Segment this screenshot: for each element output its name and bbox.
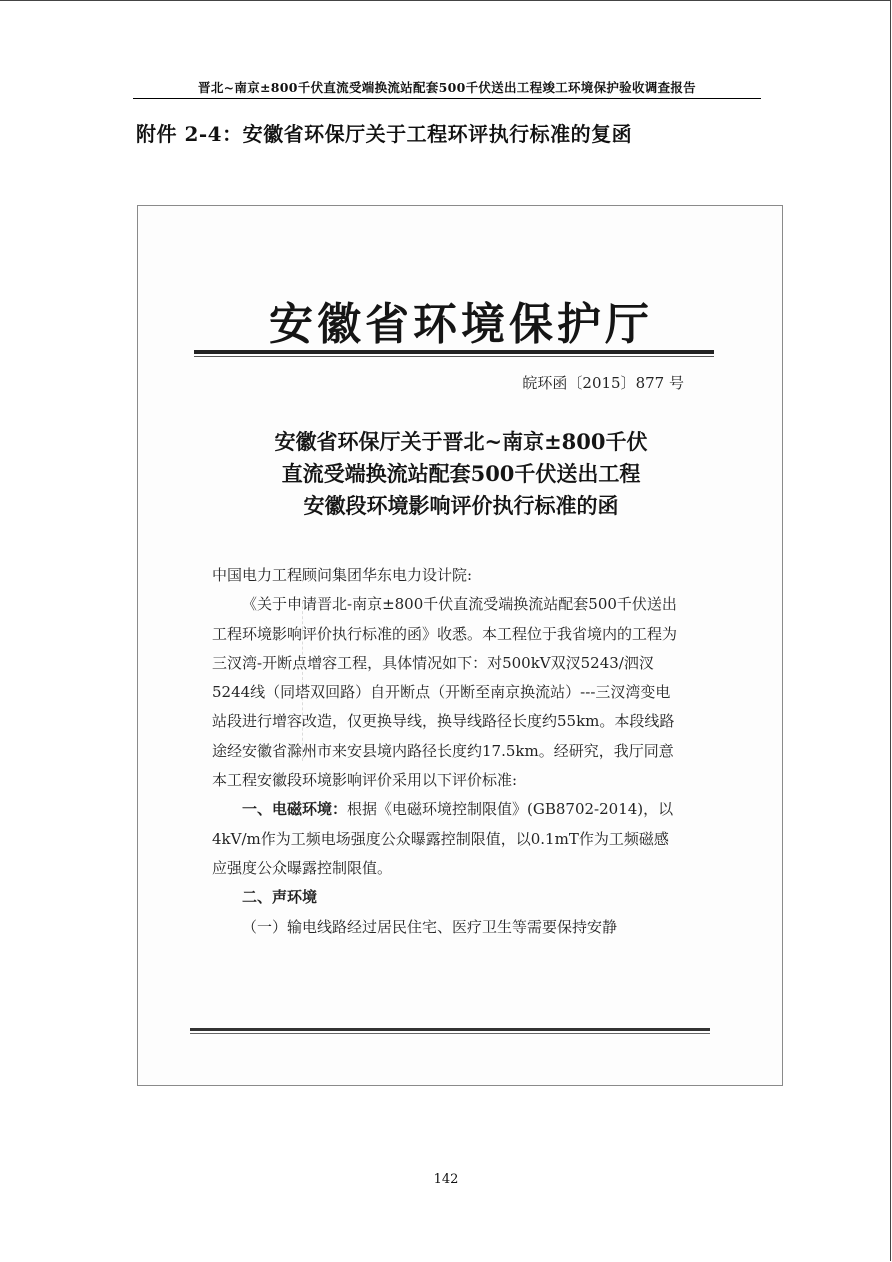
paragraph: 《关于申请晋北-南京±800千伏直流受端换流站配套500千伏送出工程环境影响评价执行标准的函》收悉。本工程位于我省境内的工程为三汊湾-开断点增容工程，具体情况如下：对500kV双汊5243/泗汊5244线（同塔双回路）自开断点（开断至南京换流站）---三汊湾变电站段进行增容改造，仅更换导线，换导线路径长度约55km。本段线路途经安徽省滁州市来安县境内路径长度约17.5km。经研究，我厅同意本工程安徽段环境影响评价采用以下评价标准: [212,595,678,790]
letter-body [212,561,682,942]
section-1-heading: 一、电磁环境： [242,800,348,819]
scanned-letter-image [137,205,783,1086]
attachment-title: 附件 2-4：安徽省环保厅关于工程环评执行标准的复函 [136,122,633,146]
masthead-rule-thin [194,356,714,357]
section-1 [212,795,682,883]
letter-title-line: 安徽省环保厅关于晋北~南京±800千伏 [274,429,648,454]
letter-title-line: 安徽段环境影响评价执行标准的函 [303,493,619,518]
running-header: 晋北~南京±800千伏直流受端换流站配套500千伏送出工程竣工环境保护验收调查报告 [198,80,696,95]
masthead-rule [194,350,714,354]
section-2-text: （一）输电线路经过居民住宅、医疗卫生等需要保持安静 [242,917,618,936]
section-2-heading: 二、声环境 [242,888,318,907]
letter-title-line: 直流受端换流站配套500千伏送出工程 [281,461,641,486]
document-number: 皖环函〔2015〕877 号 [522,374,684,392]
page-number: 142 [433,1172,459,1187]
letter-title [198,426,724,522]
header-rule [133,98,761,99]
footer-rule-thin [190,1033,710,1034]
agency-masthead: 安徽省环境保护厅 [269,299,653,350]
addressee: 中国电力工程顾问集团华东电力设计院: [212,566,473,584]
section-1-text: 根据《电磁环境控制限值》(GB8702-2014)，以4kV/m作为工频电场强度公众曝露控制限值，以0.1mT作为工频磁感应强度公众曝露控制限值。 [212,800,674,877]
footer-rule [190,1028,710,1031]
